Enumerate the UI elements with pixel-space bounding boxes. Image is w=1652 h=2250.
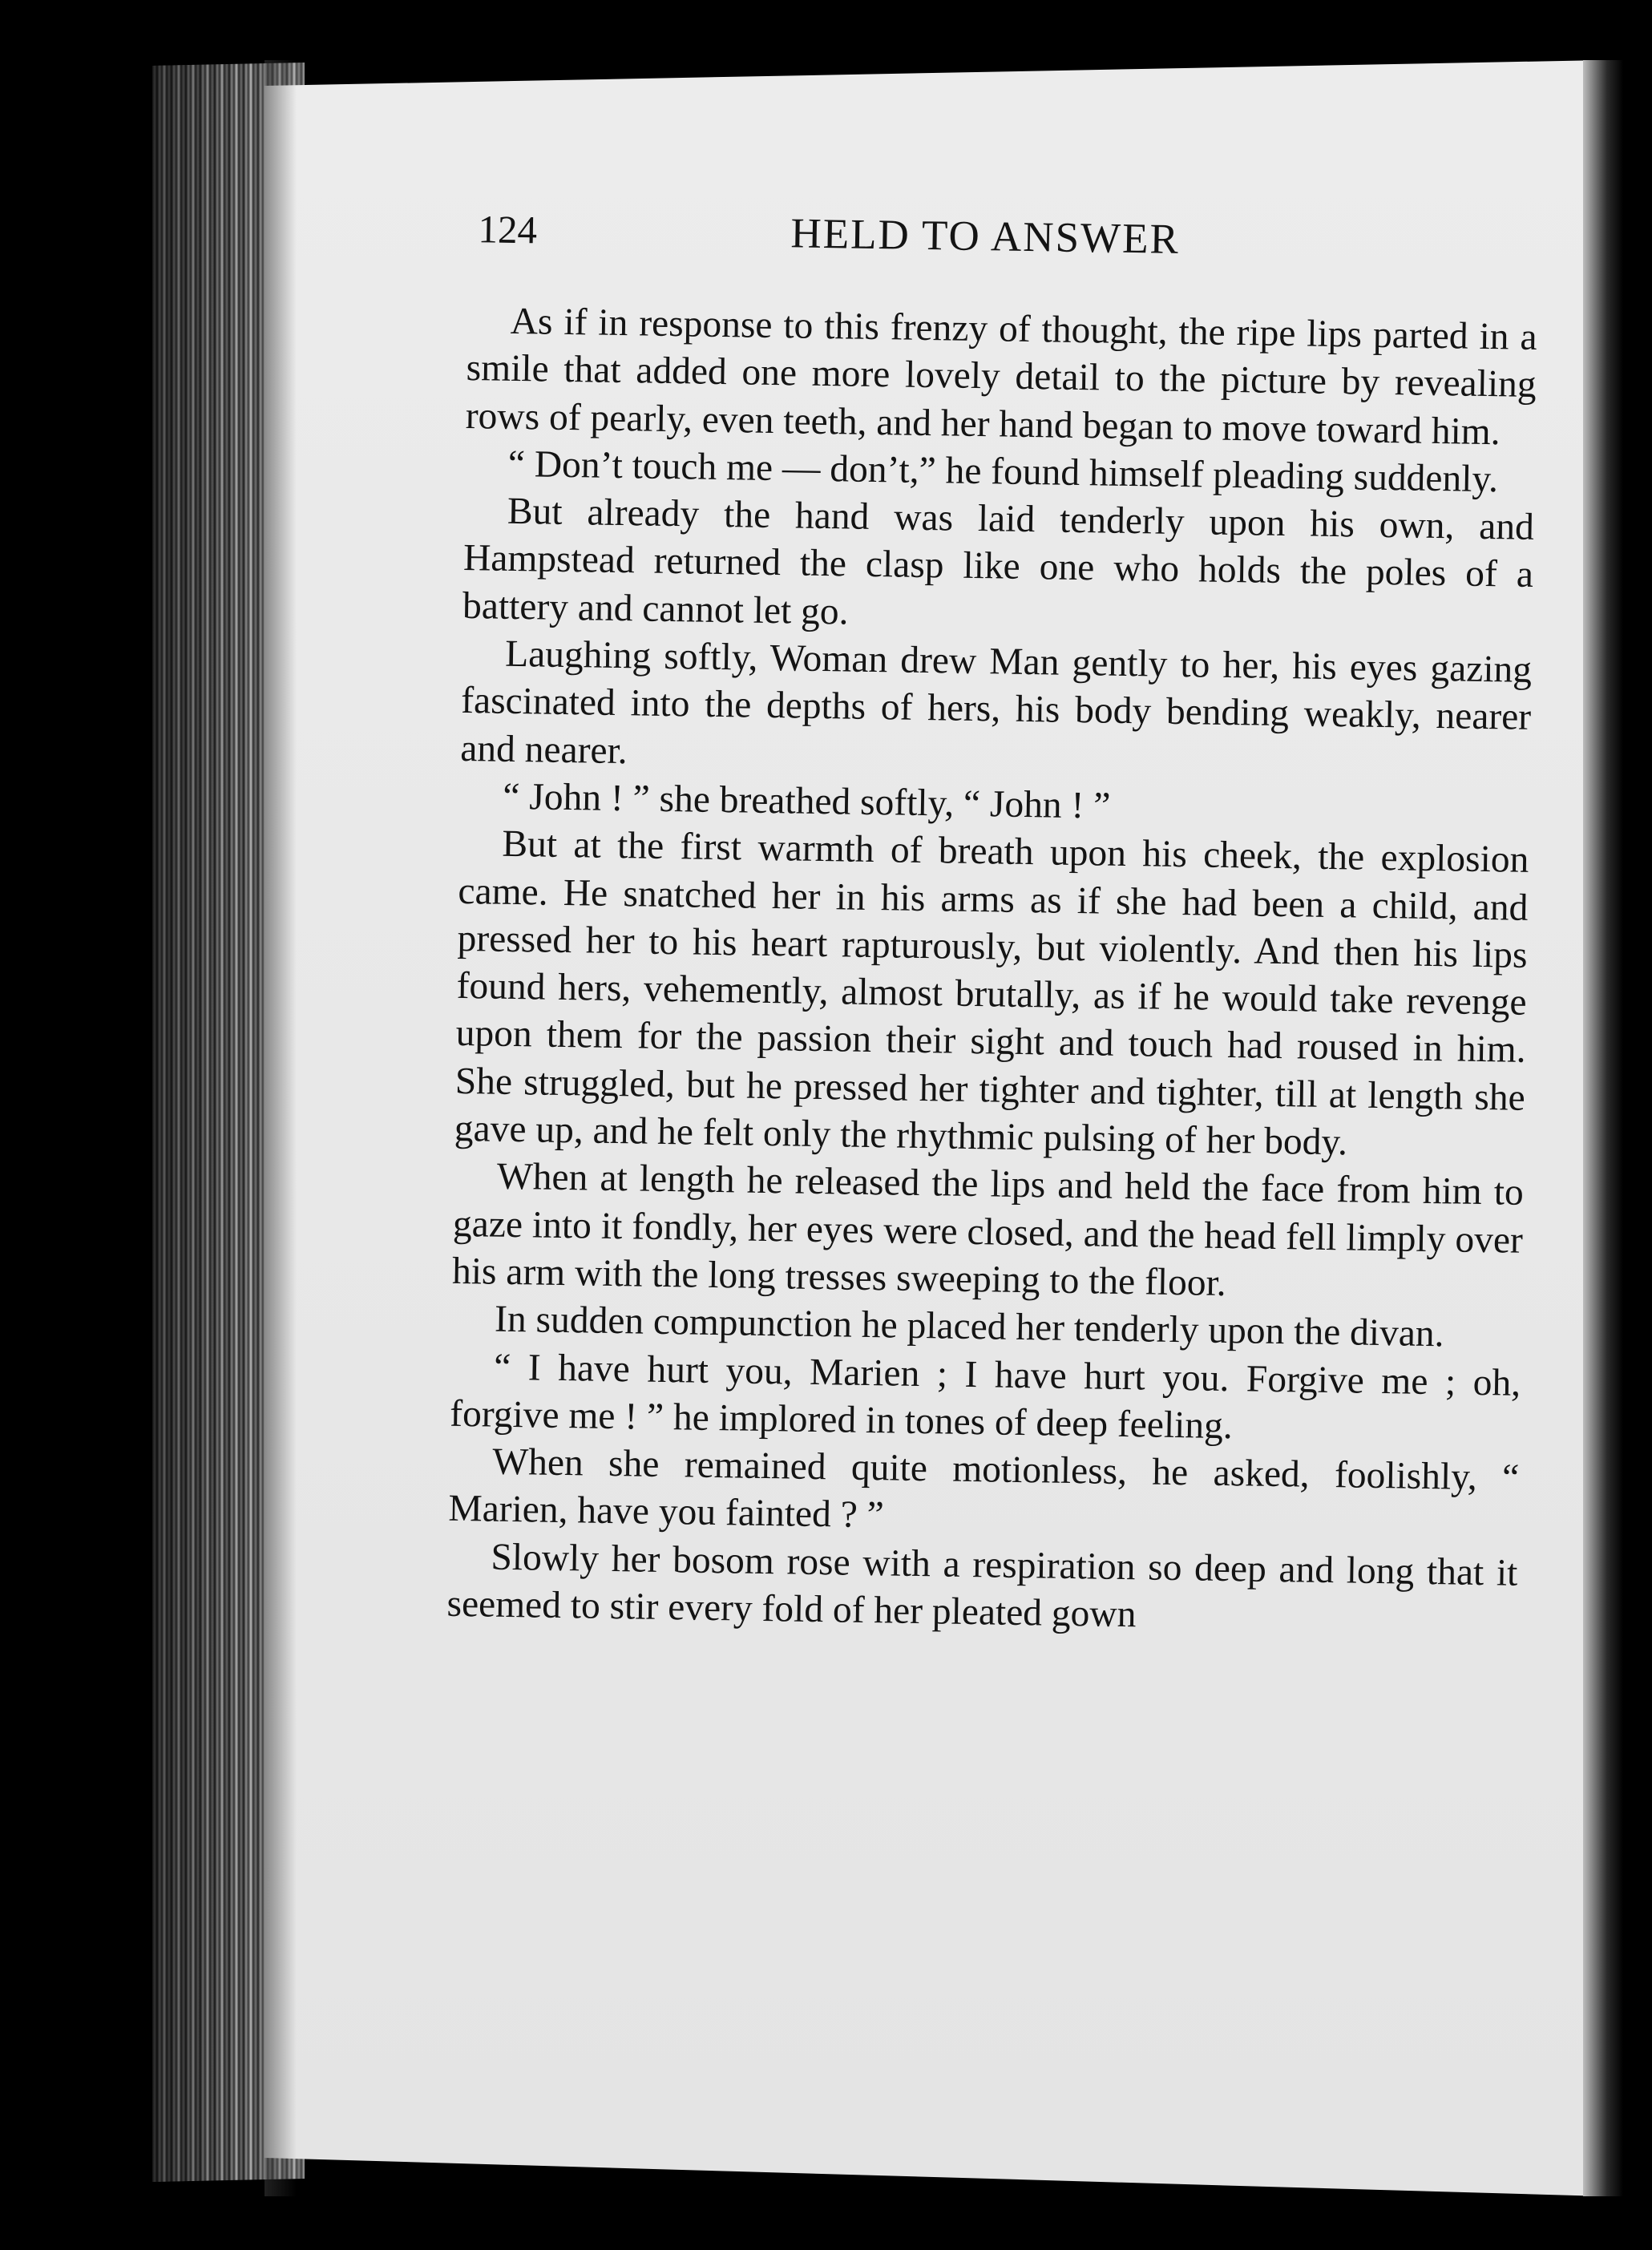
paragraph: In sudden compunction he placed her tenderly upon the divan. (494, 1298, 1444, 1355)
paragraph: When she remained quite motionless, he asked, foolishly, “ Marien, have you fainted ? ” (448, 1440, 1520, 1537)
paragraph: “ John ! ” she breathed softly, “ John ! ” (502, 775, 1111, 827)
paragraph: “ Don’t touch me — don’t,” he found himself pleading suddenly. (507, 442, 1499, 501)
paragraph: “ I have hurt you, Marien ; I have hurt you. Forgive me ; oh, forgive me ! ” he implored in tones of deep feeling. (449, 1346, 1521, 1447)
paragraph: When at length he released the lips and held the face from him to gaze into it fondly, her eyes were closed, and the head fell limply over his arm with the long tresses sweeping to the floor. (451, 1156, 1525, 1304)
running-title: HELD TO ANSWER (790, 210, 1181, 263)
page-content (446, 204, 1539, 1645)
paragraph: As if in response to this frenzy of thought, the ripe lips parted in a smile that added one more lovely detail to the picture by revealing rows of pearly, even teeth, and her hand began to move toward him. (465, 300, 1537, 453)
page-number: 124 (478, 207, 538, 252)
body-text (446, 297, 1537, 1645)
paragraph: But at the first warmth of breath upon his cheek, the explosion came. He snatched her in his arms as if she had been a child, and pressed her to his heart rapturously, but violently. And then his lips found hers, vehemently, almost brutally, as if he would take revenge upon them for the passion their sight and touch had roused in him. She struggled, but he pressed her tighter and tighter, till at length she gave up, and he felt only the rhythmic pulsing of her body. (454, 823, 1529, 1164)
paragraph: Laughing softly, Woman drew Man gently to her, his eyes gazing fascinated into the depths of hers, his body bending weakly, nearer and nearer. (459, 632, 1533, 772)
gutter-shadow (265, 60, 297, 2196)
paragraph: Slowly her bosom rose with a respiration so deep and long that it seemed to stir every fold of her pleated gown (446, 1536, 1518, 1636)
page-edge-shadow (1583, 60, 1623, 2196)
paragraph: But already the hand was laid tenderly upon his own, and Hampstead returned the clasp like one who holds the poles of a battery and cannot let go. (462, 490, 1535, 633)
